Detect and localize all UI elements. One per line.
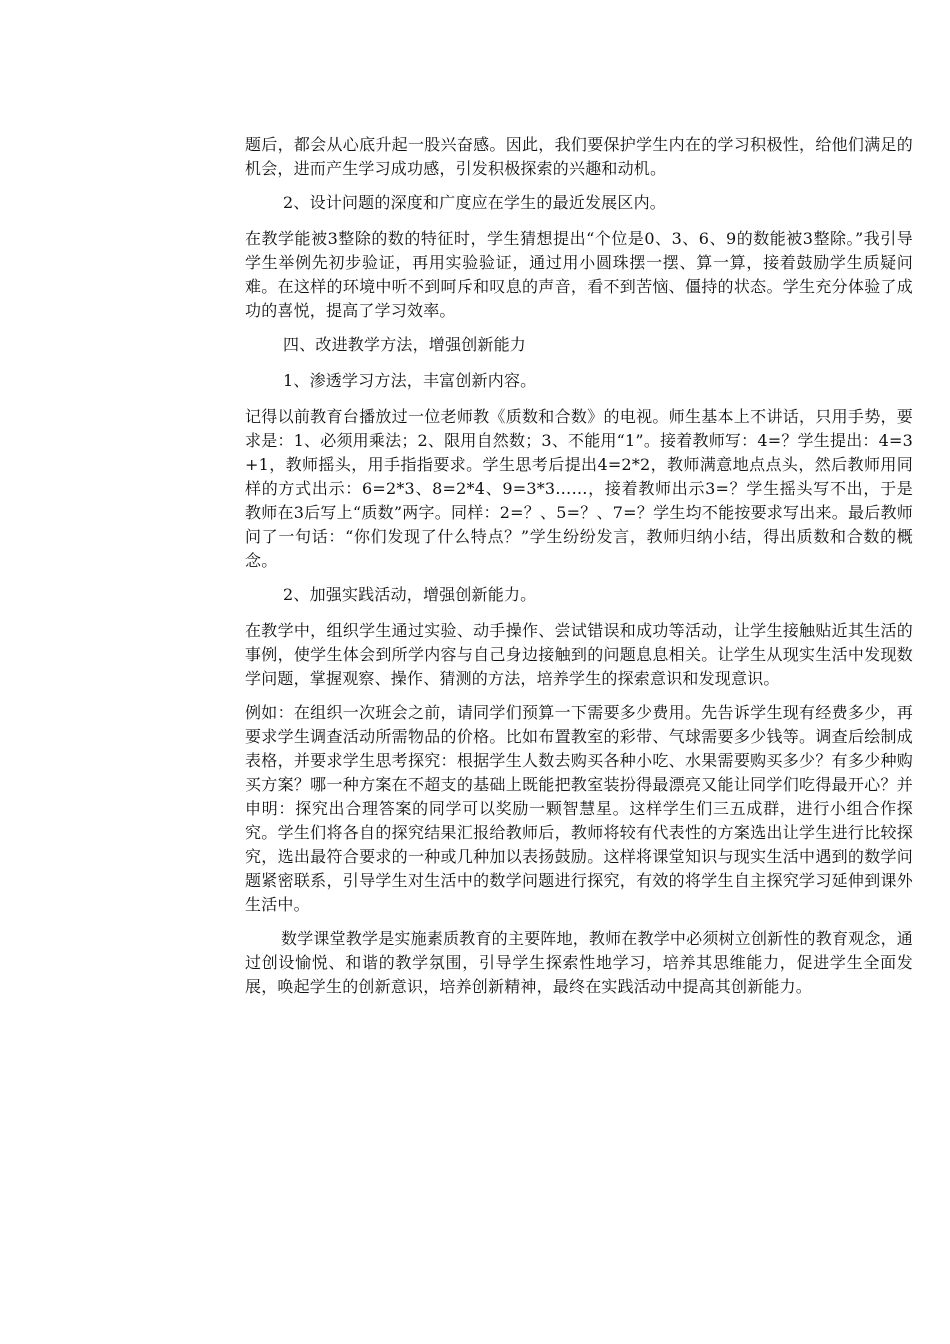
paragraph-motivation-continued: 题后，都会从心底升起一股兴奋感。因此，我们要保护学生内在的学习积极性，给他们满足的机会，进而产生学习成功感，引发积极探索的兴趣和动机。 bbox=[245, 135, 913, 178]
paragraph-class-meeting-example: 例如：在组织一次班会之前，请同学们预算一下需要多少费用。先告诉学生现有经费多少，再要求学生调查活动所需物品的价格。比如布置教室的彩带、气球需要多少钱等。调查后绘制成表格，并要求学生思考探究：根据学生人数去购买各种小吃、水果需要购买多少？有多少种购买方案？哪一种方案在不超支的基础上既能把教室装扮得最漂亮又能让同学们吃得最开心？并申明：探究出合理答案的同学可以奖励一颗智慧星。这样学生们三五成群，进行小组合作探究。学生们将各自的探究结果汇报给教师后，教师将较有代表性的方案选出让学生进行比较探究，选出最符合要求的一种或几种加以表扬鼓励。这样将课堂知识与现实生活中遇到的数学问题紧密联系，引导学生对生活中的数学问题进行探究，有效的将学生自主探究学习延伸到课外生活中。 bbox=[245, 703, 913, 914]
paragraph-conclusion: 数学课堂教学是实施素质教育的主要阵地，教师在教学中必须树立创新性的教育观念，通过创设愉悦、和谐的教学氛围，引导学生探索性地学习，培养其思维能力，促进学生全面发展，唤起学生的创新意识，培养创新精神，最终在实践活动中提高其创新能力。 bbox=[245, 929, 913, 996]
subheading-practice-activities: 2、加强实践活动，增强创新能力。 bbox=[283, 585, 537, 604]
paragraph-prime-composite-example: 记得以前教育台播放过一位老师教《质数和合数》的电视。师生基本上不讲话，只用手势，要求是：1、必须用乘法；2、限用自然数；3、不能用“1”。接着教师写：4=？学生提出：4=3+1，教师摇头，用手指指要求。学生思考后提出4=2*2，教师满意地点点头，然后教师用同样的方式出示：6=2*3、8=2*4、9=3*3……，接着教师出示3=？学生摇头写不出，于是教师在3后写上“质数”两字。同样：2=？、5=？、7=？学生均不能按要求写出来。最后教师问了一句话：“你们发现了什么特点？”学生纷纷发言，教师归纳小结，得出质数和合数的概念。 bbox=[245, 407, 913, 570]
paragraph-divisible-by-three: 在教学能被3整除的数的特征时，学生猜想提出“个位是0、3、6、9的数能被3整除。”我引导学生举例先初步验证，再用实验验证，通过用小圆珠摆一摆、算一算，接着鼓励学生质疑问难。在这样的环境中听不到呵斥和叹息的声音，看不到苦恼、僵持的状态。学生充分体验了成功的喜悦，提高了学习效率。 bbox=[245, 229, 913, 320]
document-body bbox=[245, 133, 913, 1009]
subheading-question-depth: 2、设计问题的深度和广度应在学生的最近发展区内。 bbox=[283, 193, 666, 212]
section-heading-four: 四、改进教学方法，增强创新能力 bbox=[283, 335, 527, 354]
paragraph-practice-description: 在教学中，组织学生通过实验、动手操作、尝试错误和成功等活动，让学生接触贴近其生活的事例，使学生体会到所学内容与自己身边接触到的问题息息相关。让学生从现实生活中发现数学问题，掌握观察、操作、猜测的方法，培养学生的探索意识和发现意识。 bbox=[245, 621, 913, 688]
subheading-learning-methods: 1、渗透学习方法，丰富创新内容。 bbox=[283, 371, 537, 390]
